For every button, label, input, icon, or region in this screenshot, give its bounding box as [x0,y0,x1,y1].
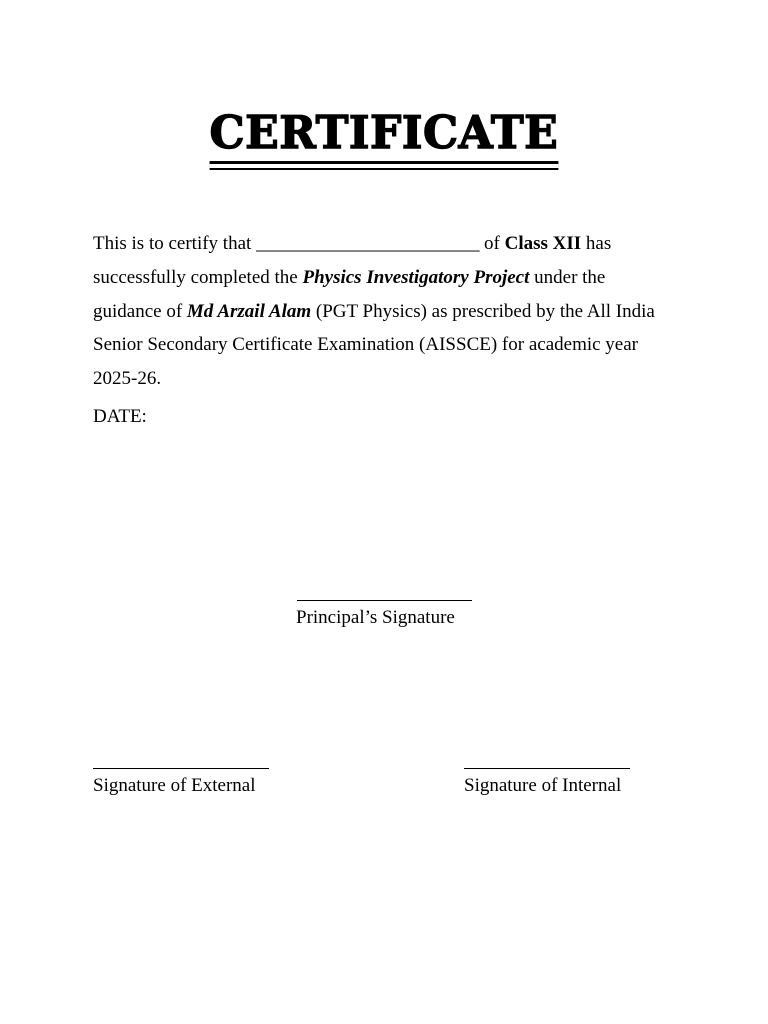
principal-signature-block [296,586,472,629]
body-prescribed: (PGT Physics) as prescribed by the All India Senior Secondary Certificate Examination (AISSCE) for academic year 2025-26. [93,300,655,390]
internal-signature-block [464,756,630,797]
body-completed: has successfully completed the [93,233,612,288]
external-signature-block [93,756,269,797]
certificate-body [93,227,673,396]
class-label: Class XII [504,233,582,254]
certificate-title-wrapper [0,108,768,164]
internal-signature-label: Signature of Internal [464,775,622,796]
project-name: Physics Investigatory Project [302,266,530,288]
body-guidance: under the guidance of [93,266,606,322]
internal-signature-line [464,768,630,769]
certificate-title: CERTIFICATE [210,108,559,164]
student-name-blank: ________________________ [256,233,480,254]
guide-name: Md Arzail Alam [186,300,312,322]
body-of: of [479,233,505,254]
external-signature-label: Signature of External [93,775,256,796]
principal-signature-label: Principal’s Signature [296,607,455,628]
principal-signature-line [297,600,472,601]
date-label: DATE: [93,406,147,427]
external-signature-line [93,768,269,769]
body-prefix: This is to certify that [93,233,257,254]
